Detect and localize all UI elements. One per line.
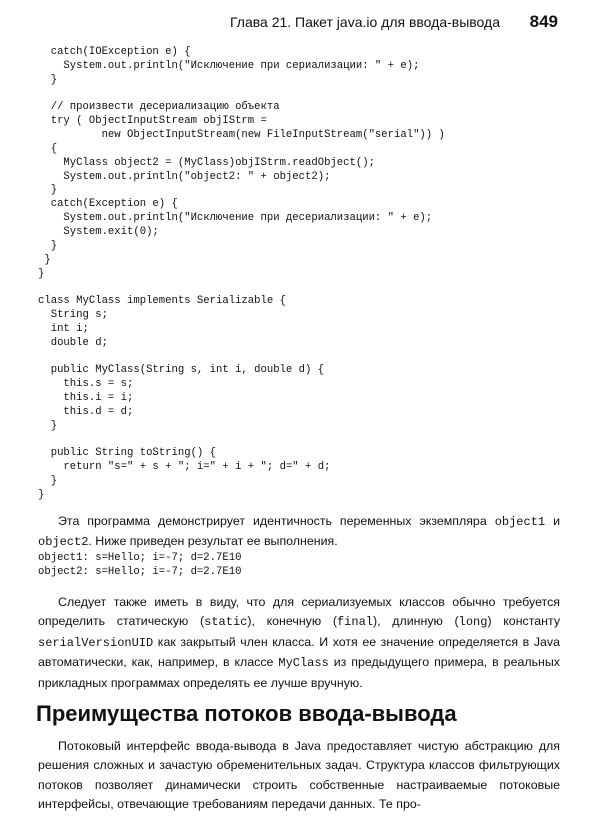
code-line: object2: s=Hello; i=-7; d=2.7E10 [38,565,242,578]
code-line: } [38,73,58,86]
code-line: catch(IOException e) { [38,46,191,58]
code-line: } [38,253,51,266]
code-line: double d; [38,336,108,349]
code-line: this.d = d; [38,405,134,418]
code-line: public MyClass(String s, int i, double d) { [38,364,325,377]
code-line [38,88,445,102]
code-line: } [38,239,58,252]
chapter-title: Глава 21. Пакет java.io для ввода-вывода [229,14,500,30]
code-line: this.i = i; [38,392,134,405]
code-line: // произвести десериализацию объекта [38,101,280,114]
code-line: } [38,184,58,197]
code-line: public String toString() { [38,447,217,460]
paragraph-text: ), длинную ( [373,614,459,629]
paragraph-object-identity [38,512,560,553]
paragraph-text: как закрытый член класса. И хотя ее значение определяется в Java автоматически, как, например, в классе [38,634,560,670]
inline-code: long [458,615,488,630]
code-line: MyClass object2 = (MyClass)objIStrm.readObject(); [38,156,375,169]
code-line: } [38,489,45,501]
paragraph-text: из предыдущего примера, в реальных прикладных программах определять ее лучше вручную. [38,655,560,690]
code-line [38,434,445,448]
code-line: } [38,267,45,280]
paragraph-text: ), конечную ( [247,614,337,629]
code-line: class MyClass implements Serializable { [38,295,286,308]
paragraph-text: ) константу [487,614,561,629]
paragraph-serial-version-uid [38,593,560,693]
page-number: 849 [529,12,558,31]
code-line: catch(Exception e) { [38,198,178,211]
code-line: System.out.println("Исключение при сериализации: " + e); [38,59,420,72]
inline-code: MyClass [278,656,329,671]
section-heading: Преимущества потоков ввода-вывода [36,701,457,726]
inline-code: object2 [38,535,89,550]
code-line: System.out.println("object2: " + object2); [38,170,331,183]
paragraph-text: и [545,514,560,528]
code-line: this.s = s; [38,378,134,391]
code-listing [38,46,445,503]
code-line: return "s=" + s + "; i=" + i + "; d=" + d; [38,461,331,474]
program-output [38,552,241,580]
code-line [38,281,445,295]
code-line: new ObjectInputStream(new FileInputStream("serial")) ) [38,129,445,142]
inline-code: final [336,615,373,630]
paragraph-text: Эта программа демонстрирует идентичность переменных экземпляра [58,514,495,528]
running-header [0,12,560,36]
code-line: object1: s=Hello; i=-7; d=2.7E10 [38,552,242,564]
code-line: System.out.println("Исключение при десериализации: " + e); [38,212,433,225]
code-line: try ( ObjectInputStream objIStrm = [38,115,267,128]
code-line: } [38,419,58,432]
code-line: String s; [38,309,108,322]
code-line: int i; [38,322,89,335]
paragraph-stream-advantages: Потоковый интерфейс ввода-вывода в Java предоставляет чистую абстракцию для решения сложных и зачастую обременительных задач. Структура классов фильтрующих потоков позволяет динамически строить собственные настраиваемые потоковые интерфейсы, отвечающие требованиям передачи данных. Те про- [38,739,560,812]
inline-code: serialVersionUID [38,635,154,650]
code-line: { [38,142,58,155]
paragraph-text: . Ниже приведен результат ее выполнения. [88,534,338,549]
code-line: System.exit(0); [38,225,159,238]
inline-code: object1 [494,515,546,529]
inline-code: static [204,615,248,630]
code-line: } [38,475,58,488]
code-line [38,351,445,365]
paragraph-text: Следует также иметь в виду, что для сериализуемых классов обычно требуется определить статическую ( [38,595,560,629]
